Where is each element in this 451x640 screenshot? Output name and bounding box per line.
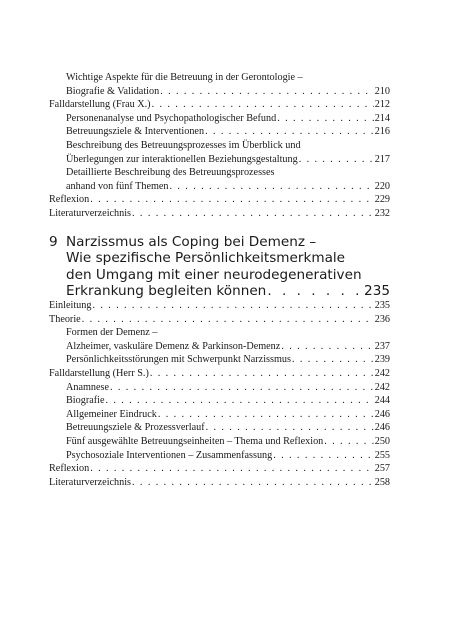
toc-entry-title: Anamnese — [66, 381, 109, 393]
chapter-title-line: den Umgang mit einer neurodegenerativen — [66, 266, 362, 283]
dot-leader — [132, 207, 374, 221]
toc-page-number: 239 — [374, 354, 390, 366]
toc-entry-title: Überlegungen zur interaktionellen Beziehungsgestaltung — [66, 153, 298, 165]
toc-page-number: 214 — [374, 112, 390, 124]
toc-page-number: 237 — [374, 340, 390, 352]
toc-entry-title: Psychosoziale Interventionen – Zusammenfassung — [66, 449, 273, 461]
toc-page-number: 235 — [374, 300, 390, 311]
dot-leader — [110, 381, 374, 395]
toc-entry — [66, 435, 390, 449]
dot-leader — [90, 193, 374, 207]
toc-entry-line: Detaillierte Beschreibung des Betreuungsprozesses — [66, 167, 275, 179]
toc-entry-title: Betreuungsziele & Interventionen — [66, 126, 205, 138]
toc-entry-title: Theorie — [49, 313, 81, 325]
toc-page-number: 242 — [374, 368, 390, 379]
dot-leader — [158, 408, 374, 422]
toc-entry-title: Allgemeiner Eindruck — [66, 408, 157, 420]
dot-leader — [206, 421, 374, 435]
toc-page-number: 220 — [374, 180, 390, 192]
dot-leader — [82, 313, 374, 327]
toc-entry-title: Falldarstellung (Herr S.) — [49, 368, 149, 379]
toc-page-number: 232 — [374, 208, 390, 219]
toc-page-number: 246 — [374, 422, 390, 434]
toc-entry-line: Formen der Demenz – — [66, 327, 158, 339]
chapter-heading — [49, 234, 390, 300]
toc-entry — [49, 98, 390, 112]
dot-leader — [170, 180, 374, 194]
toc-page-number: 255 — [374, 449, 390, 461]
toc-entry — [66, 421, 390, 435]
toc-entry-line: Wichtige Aspekte für die Betreuung in der Gerontologie – — [66, 72, 303, 83]
dot-leader — [160, 85, 374, 99]
toc-page-number: 236 — [374, 313, 390, 325]
toc-entry — [49, 299, 390, 313]
toc-entry-title: Falldarstellung (Frau X.) — [49, 99, 151, 111]
dot-leader — [132, 476, 374, 490]
toc-entry — [66, 408, 390, 422]
toc-entry — [66, 394, 390, 408]
toc-entry — [66, 125, 390, 139]
dot-leader — [281, 340, 373, 354]
toc-page-number: 212 — [374, 99, 390, 111]
toc-entry — [49, 313, 390, 327]
toc-entry — [66, 326, 390, 353]
toc-entry-title: anhand von fünf Themen — [66, 180, 169, 192]
toc-entry — [66, 449, 390, 463]
toc-entry-title: Personenanalyse und Psychopathologischer Befund — [66, 112, 277, 124]
toc-entry — [49, 367, 390, 381]
toc-entry-title: Biografie & Validation — [66, 85, 160, 97]
toc-entry-title: Einleitung — [49, 300, 92, 311]
toc-entry-title: Literaturverzeichnis — [49, 476, 132, 488]
dot-leader — [273, 449, 373, 463]
toc-page-number: 250 — [374, 436, 390, 447]
toc-page-number: 258 — [374, 476, 390, 488]
toc-entry — [49, 476, 390, 490]
dot-leader — [292, 353, 374, 367]
toc-entry-title: Reflexion — [49, 194, 90, 206]
dot-leader — [299, 153, 374, 167]
dot-leader — [105, 394, 373, 408]
chapter-title-line: Erkrankung begleiten können — [66, 283, 267, 300]
dot-leader — [277, 112, 374, 126]
toc-page-number: 246 — [374, 408, 390, 420]
chapter-number: 9 — [49, 234, 58, 250]
toc-page-number: 217 — [374, 153, 390, 165]
toc-entry — [66, 353, 390, 367]
toc-entry-title: Biografie — [66, 395, 105, 407]
toc-entry — [66, 166, 390, 193]
toc-entry — [49, 207, 390, 221]
toc-page-number: 210 — [374, 85, 390, 97]
toc-entry-title: Reflexion — [49, 463, 90, 475]
chapter-page-number: 235 — [364, 283, 390, 300]
dot-leader — [90, 462, 374, 476]
toc-entry-title: Betreuungsziele & Prozessverlauf — [66, 422, 205, 434]
dot-leader — [205, 125, 374, 139]
dot-leader — [92, 299, 373, 313]
dot-leader — [152, 98, 374, 112]
toc-entry — [49, 462, 390, 476]
dot-leader — [324, 435, 373, 449]
dot-leader — [150, 367, 374, 381]
toc-entry — [66, 112, 390, 126]
chapter-title-line: Wie spezifische Persönlichkeitsmerkmale — [66, 250, 346, 267]
toc-entry-title: Fünf ausgewählte Betreuungseinheiten – Thema und Reflexion — [66, 436, 324, 447]
toc-page-number: 216 — [374, 126, 390, 138]
toc-entry-line: Beschreibung des Betreuungsprozesses im Überblick und — [66, 140, 301, 151]
toc-entry — [66, 139, 390, 166]
toc-page-number: 257 — [374, 463, 390, 475]
toc-page-number: 229 — [374, 194, 390, 206]
toc-page-number: 244 — [374, 395, 390, 407]
toc-entry-title: Alzheimer, vaskuläre Demenz & Parkinson-Demenz — [66, 340, 281, 352]
toc-entry — [66, 381, 390, 395]
toc-entry — [49, 193, 390, 207]
toc-page-number: 242 — [374, 381, 390, 393]
toc-entry — [66, 71, 390, 98]
toc-entry-title: Persönlichkeitsstörungen mit Schwerpunkt Narzissmus — [66, 354, 291, 366]
toc-entry-title: Literaturverzeichnis — [49, 208, 132, 219]
dot-leader — [267, 283, 363, 299]
chapter-title-line: Narzissmus als Coping bei Demenz – — [66, 234, 317, 250]
